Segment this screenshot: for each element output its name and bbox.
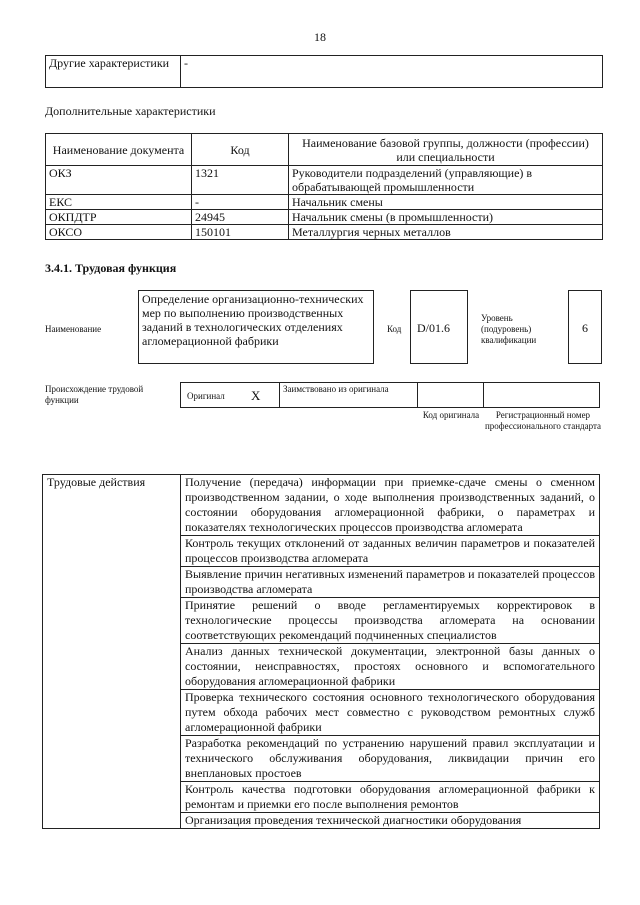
table-row [43, 475, 600, 536]
list-item: Выявление причин негативных изменений параметров и показателей процессов производства агломерата [181, 567, 600, 598]
list-item: Получение (передача) информации при приемке-сдаче смены о сменном производственном задании, о ходе выполнения производственных заданий, о состоянии оборудования агломерационной фабрики, о параметрах и показателях технологических процессов производства агломерата [181, 475, 600, 536]
original-label: Оригинал [187, 391, 225, 401]
additional-characteristics-title: Дополнительные характеристики [45, 104, 216, 118]
section-heading: 3.4.1. Трудовая функция [45, 261, 177, 275]
list-item: Контроль качества подготовки оборудования агломерационной фабрики к ремонтам и приемки его после выполнения ремонтов [181, 782, 600, 813]
list-item: Контроль текущих отклонений от заданных величин параметров и показателей процессов производства агломерата [181, 536, 600, 567]
function-name-label: Наименование [45, 324, 102, 334]
header-group-name: Наименование базовой группы, должности (профессии) или специальности [289, 134, 603, 166]
labor-actions-table [42, 474, 600, 829]
row-name: Начальник смены (в промышленности) [289, 210, 603, 225]
divider [417, 383, 418, 407]
row-doc: ОКСО [46, 225, 192, 240]
table-row [46, 210, 603, 225]
row-code: - [192, 195, 289, 210]
additional-characteristics-table [45, 133, 603, 240]
row-name: Начальник смены [289, 195, 603, 210]
list-item: Проверка технического состояния основного технологического оборудования путем обхода рабочих мест совместно с руководством ремонтных служб агломерационной фабрики [181, 690, 600, 736]
row-doc: ЕКС [46, 195, 192, 210]
divider [279, 383, 280, 407]
other-characteristics-table [45, 55, 603, 88]
table-row [46, 166, 603, 195]
table-row [46, 195, 603, 210]
divider [483, 383, 484, 407]
code-original-label: Код оригинала [422, 410, 480, 420]
page-number: 18 [314, 30, 326, 44]
list-item: Разработка рекомендаций по устранению нарушений правил эксплуатации и технического обслуживания оборудования, ликвидации причин его внеплановых простоев [181, 736, 600, 782]
list-item: Организация проведения технической диагностики оборудования [181, 813, 600, 829]
list-item: Анализ данных технической документации, электронной базы данных о состоянии, неисправностях, простоях основного и вспомогательного оборудования агломерационной фабрики [181, 644, 600, 690]
row-code: 24945 [192, 210, 289, 225]
registration-number-label: Регистрационный номер профессионального стандарта [484, 410, 602, 431]
row-code: 150101 [192, 225, 289, 240]
header-code: Код [192, 134, 289, 166]
origin-label: Происхождение трудовой функции [45, 384, 144, 405]
function-code-label: Код [387, 324, 402, 334]
row-doc: ОКПДТР [46, 210, 192, 225]
function-name-value: Определение организационно-технических мер по выполнению производственных заданий в технологических отделениях агломерационной фабрики [138, 290, 374, 364]
other-characteristics-value: - [181, 56, 603, 88]
row-doc: ОКЗ [46, 166, 192, 195]
other-characteristics-label: Другие характеристики [46, 56, 181, 88]
row-name: Металлургия черных металлов [289, 225, 603, 240]
original-mark: X [251, 388, 261, 403]
row-code: 1321 [192, 166, 289, 195]
function-code-value: D/01.6 [410, 290, 468, 364]
qualification-level-label: Уровень (подуровень) квалификации [481, 313, 537, 345]
table-row [46, 225, 603, 240]
header-document: Наименование документа [46, 134, 192, 166]
qualification-level-value: 6 [568, 290, 602, 364]
borrowed-label: Заимствовано из оригинала [283, 384, 389, 394]
list-item: Принятие решений о вводе регламентируемых корректировок в технологические процессы производства агломерата на основании соответствующих рекомендаций подчиненных специалистов [181, 598, 600, 644]
row-name: Руководители подразделений (управляющие) в обрабатывающей промышленности [289, 166, 603, 195]
labor-actions-label: Трудовые действия [43, 475, 181, 829]
origin-box [180, 382, 600, 408]
